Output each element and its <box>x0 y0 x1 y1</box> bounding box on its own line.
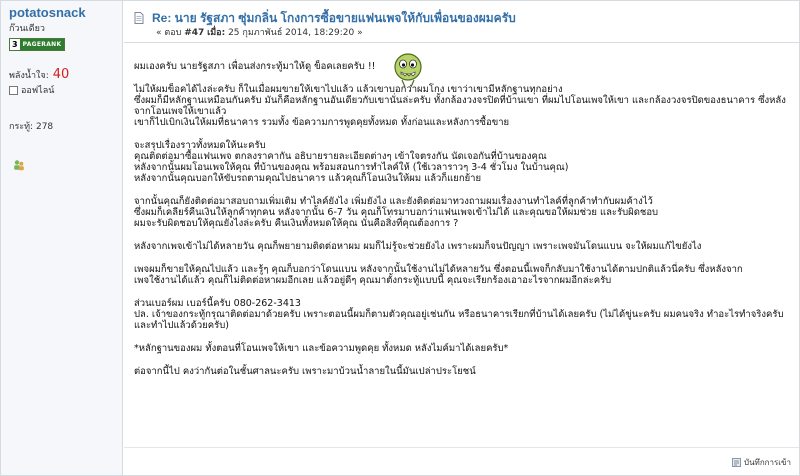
status-text: ออฟไลน์ <box>21 86 55 96</box>
post-body <box>134 61 794 389</box>
users-icon[interactable] <box>13 159 25 171</box>
author-user-title: ก๊วนเดียว <box>9 24 45 34</box>
report-icon <box>732 458 741 467</box>
post-paragraph <box>134 84 794 128</box>
footer-divider <box>124 447 799 448</box>
post-paragraph <box>134 196 794 229</box>
status-icon <box>9 86 18 95</box>
meta-when-label: เมื่อ: <box>207 28 226 38</box>
header-divider <box>124 42 799 43</box>
post-paragraph <box>134 61 794 72</box>
pagerank-label: PAGERANK <box>20 39 65 50</box>
power-value: 40 <box>52 67 70 82</box>
report-link[interactable] <box>732 456 791 469</box>
smiley-icon <box>391 51 425 89</box>
post-date: 25 กุมภาพันธ์ 2014, 18:29:20 <box>228 28 355 38</box>
post-line: ซึ่งผมก็เคลียร์คืนเงินให้ลูกค้าทุกคน หลังจากนั้น 6-7 วัน คุณก็โทรมาบอกว่าแฟนเพจเข้าไม่ได้ และคุณขอให้ผมช่วย และรับผิดชอบ <box>134 207 659 218</box>
post-line: จะสรุปเรื่องราวทั้งหมดให้นะครับ <box>134 140 266 151</box>
post-meta <box>156 25 363 39</box>
post-line: หลังจากนั้นผมโอนเพจให้คุณ ที่บ้านของคุณ พร้อมสอนการทำไลค์ให้ (ใช้เวลาราวๆ 3-4 ชั่วโมง ในบ้านคุณ) <box>134 162 569 173</box>
post-paragraph <box>134 140 794 184</box>
post-line: ซึ่งผมก็มีหลักฐานเหมือนกันครับ มันก็คือหลักฐานอันเดียวกับเขานั่นล่ะครับ ทั้งกล้องวงจรปิดที่บ้านเขา ที่ผมไปโอนเพจให้เขา และกล้องวงจรปิดของธนาคาร ซึ่งหลังจากโอนเพจให้เขาแล้ว <box>134 95 786 117</box>
pagerank-badge <box>9 38 65 51</box>
reply-number: #47 <box>184 28 205 38</box>
document-icon <box>134 12 144 24</box>
post-title-link[interactable]: Re: นาย รัฐสภา ซุ่มกลิ่น โกงการซื้อขายแฟนเพจให้กับเพื่อนของผมครับ <box>152 11 516 25</box>
post-line: ผมเองครับ นายรัฐสภา เพื่อนส่งกระทู้มาให้ดู ข็อคเลยครับ !! <box>134 61 376 72</box>
post-line: ต่อจากนี้ไป คงว่ากันต่อในชั้นศาลนะครับ เพราะมาบ้วนน้ำลายในนี้มันเปล่าประโยชน์ <box>134 366 476 377</box>
post-line: *หลักฐานของผม ทั้งตอนที่โอนเพจให้เขา และข้อความพูดคุย ทั้งหมด หลังไมค์มาได้เลยครับ* <box>134 343 509 354</box>
meta-prefix: « ตอบ <box>156 28 182 38</box>
online-status <box>9 83 114 97</box>
post-line: ไม่ให้ผมข็อคได้ไงล่ะครับ ก็ในเมื่อผมขายให้เขาไปแล้ว แล้วเขาบอกว่าผมโกง เขาว่าเขามีหลักฐานทุกอย่าง <box>134 84 563 95</box>
post-line: เขาก็ไปเบิกเงินให้ผมที่ธนาคาร รวมทั้ง ข้อความการพูดคุยทั้งหมด ทั้งก่อนและหลังการซื้อขาย <box>134 117 510 128</box>
post-paragraph <box>134 298 794 331</box>
power-row <box>9 67 114 82</box>
post-line: คุณติดต่อมาซื้อแฟนเพจ ตกลงราคากัน อธิบายรายละเอียดต่างๆ เข้าใจตรงกัน นัดเจอกันที่บ้านของคุณ <box>134 151 547 162</box>
post-paragraph <box>134 343 794 354</box>
post-paragraph <box>134 366 794 377</box>
post-line: ผมจะรับผิดชอบให้คุณยังไงล่ะครับ คืนเงินทั้งหมดให้คุณ นั่นคือสิ่งที่คุณต้องการ ? <box>134 218 459 229</box>
report-label: บันทึกการเข้า <box>744 458 791 467</box>
posts-value: 278 <box>35 122 54 132</box>
post-line: จากนั้นคุณก็ยังติดต่อมาสอบถามเพิ่มเติม ทำไลค์ยังไง เพิ่มยังไง และยังติดต่อมาทวงถามผมเรื่องงานทำไลค์ที่ลูกค้าทำกับผมค้างไว้ <box>134 196 653 207</box>
posts-label: กระทู้: <box>9 122 34 132</box>
post-paragraph <box>134 241 794 252</box>
author-panel <box>1 1 123 475</box>
posts-count <box>9 119 114 133</box>
post-line: เพจผมก็ขายให้คุณไปแล้ว และรู้ๆ คุณก็บอกว่าโดนแบน หลังจากนั้นใช้งานไม่ได้หลายวัน ซึ่งตอนนี้เพจก็กลับมาใช้งานได้ตามปกติแล้วนี่ครับ ซึ่งหลังจาก <box>134 264 743 275</box>
post-paragraph <box>134 264 794 286</box>
author-username-link[interactable]: potatosnack <box>9 5 86 20</box>
power-label: พลังน้ำใจ: <box>9 71 49 81</box>
post-line: เพจใช้งานได้แล้ว คุณก็ไม่ติดต่อหาผมอีกเลย แล้วอยู่ดีๆ คุณมาตั้งกระทู้แบบนี้ คุณจะเรียกร้องเอาอะไรจากผมอีกล่ะครับ <box>134 275 612 286</box>
post-line: ปล. เจ้าของกระทู้กรุณาติดต่อมาด้วยครับ เพราะตอนนี้ผมก็ตามตัวคุณอยู่เช่นกัน หรือธนาคารเรียกที่บ้านได้เลยครับ (ไม่ได้ขู่นะครับ ผมคนจริง ทำอะไรทำจริงครับ และทำไปแล้วด้วยครับ) <box>134 309 784 331</box>
meta-suffix: » <box>357 28 363 38</box>
post-line: ส่วนเบอร์ผม เบอร์นี้ครับ 080-262-3413 <box>134 298 301 309</box>
post-line: หลังจากนั้นคุณบอกให้ขับรถตามคุณไปธนาคาร แล้วคุณก็โอนเงินให้ผม แล้วก็แยกย้าย <box>134 173 482 184</box>
post-line: หลังจากเพจเข้าไม่ได้หลายวัน คุณก็พยายามติดต่อหาผม ผมก็ไม่รู้จะช่วยยังไง เพราะผมก็จนปัญญา เพราะเพจมันโดนแบน จะให้ผมแก้ไขยังไง <box>134 241 702 252</box>
post-header <box>124 1 799 37</box>
pagerank-number: 3 <box>12 40 18 49</box>
